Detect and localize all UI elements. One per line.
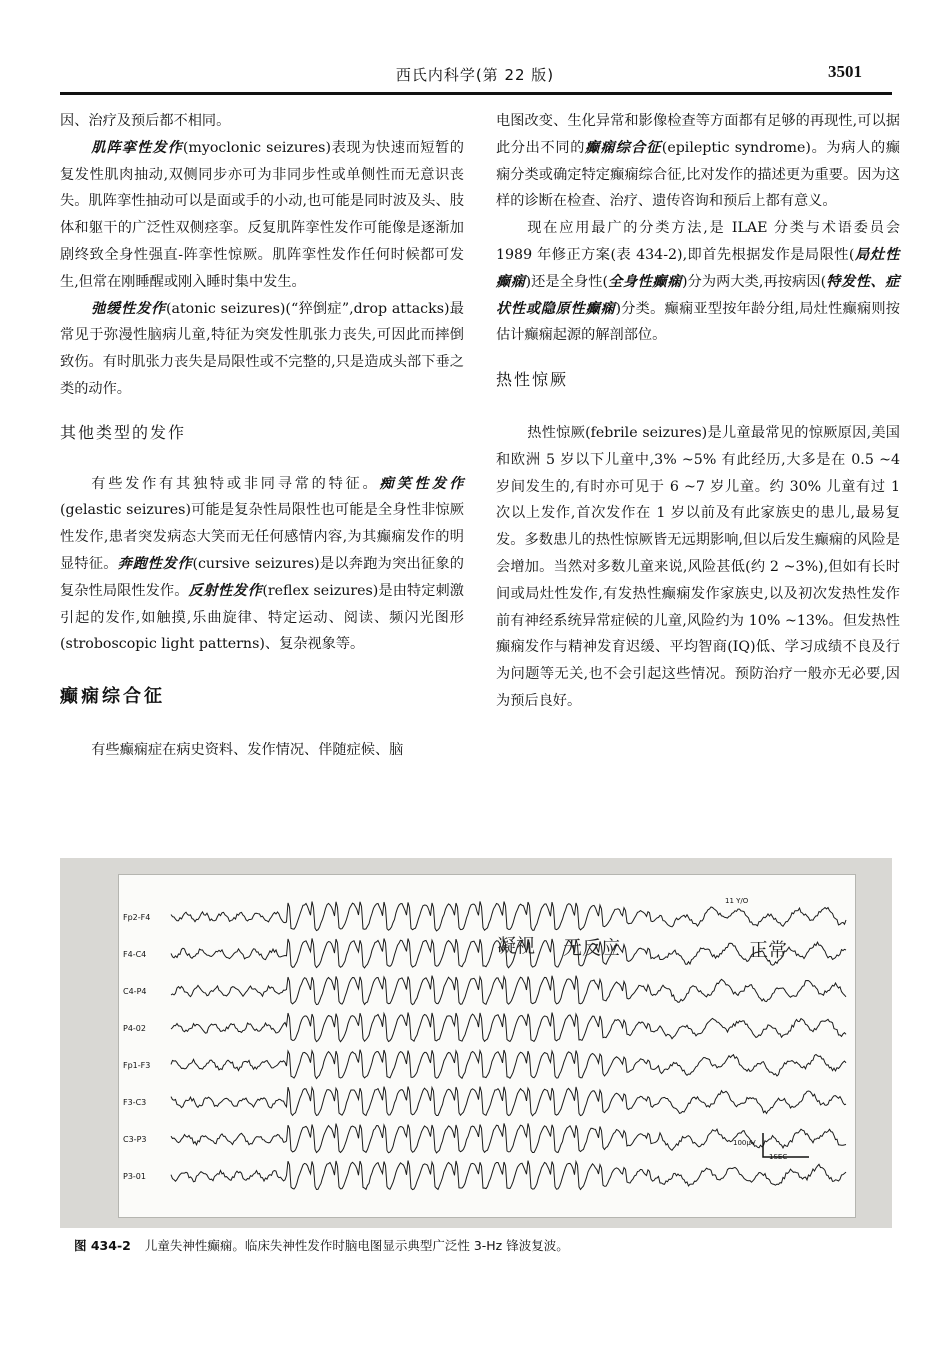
channel-label: C3-P3 — [123, 1135, 147, 1144]
channel-label: Fp2-F4 — [123, 913, 151, 922]
term-atonic: 弛缓性发作 — [91, 300, 166, 317]
annotation-stare: 凝视 — [497, 935, 536, 957]
term-cursive: 奔跑性发作 — [117, 555, 193, 572]
eeg-trace — [171, 1161, 846, 1190]
eeg-traces — [119, 875, 855, 1217]
text-other-c: (cursive seizures)是以奔跑为突出征象的复杂性局限性发作。 — [60, 555, 464, 599]
header-rule — [60, 92, 892, 95]
text-other-a: 有些发作有其独特或非同寻常的特征。 — [91, 475, 380, 492]
paragraph-syndrome-cont — [496, 108, 900, 215]
channel-label: Fp1-F3 — [123, 1061, 151, 1070]
running-header: 西氏内科学(第 22 版) — [395, 66, 555, 84]
paragraph-other — [60, 471, 464, 659]
channel-label: F4-C4 — [123, 950, 147, 959]
heading-febrile-seizures: 热性惊厥 — [496, 370, 569, 390]
text-syndrome-a: 电图改变、生化异常和影像检查等方面都有足够的再现性,可以据此分出不同的 — [496, 113, 900, 156]
paragraph-atonic — [60, 296, 464, 403]
text-class-a: 现在应用最广的分类方法,是 ILAE 分类与术语委员会 1989 年修正方案(表 434-2),即首先根据发作是局限性( — [496, 220, 900, 263]
term-focal-epilepsy: 局灶性癫痫 — [496, 246, 900, 290]
heading-epilepsy-syndrome: 癫痫综合征 — [60, 686, 165, 708]
eeg-trace — [171, 1050, 846, 1079]
paragraph-classification — [496, 215, 900, 349]
text-class-b: )还是全身性( — [525, 273, 609, 290]
text-atonic: (atonic seizures)(“猝倒症”,drop attacks)最常见于弥漫性脑病儿童,特征为突发性肌张力丧失,可因此而摔倒致伤。有时肌张力丧失是局限性或不完整的,只是造成头部下垂之类的动作。 — [60, 300, 464, 397]
paragraph-febrile: 热性惊厥(febrile seizures)是儿童最常见的惊厥原因,美国和欧洲 5 岁以下儿童中,3% ~5% 有此经历,大多是在 0.5 ~4 岁间发生的,有时亦可见于 6 ~7 岁儿童。约 30% 儿童有过 1 次以上发作,首次发作在 1 岁以前及有此家族史的患儿,最易复发。多数患儿的热性惊厥皆无远期影响,但以后发生癫痫的风险是会增加。当然对多数儿童来说,风险甚低(约 2 ~3%),但如有长时间或局灶性发作,有发热性癫痫发作家族史,以及初次发热性发作前有神经系统异常症候的儿童,风险约为 10% ~13%。但发热性癫痫发作与精神发育迟缓、平均智商(IQ)低、学习成绩不良及行为问题等无关,也不会引起这些情况。预防治疗一般亦无必要,因为预后良好。 — [496, 424, 900, 709]
scale-amplitude-label: 100μV — [733, 1139, 756, 1147]
term-etiology: 特发性、症状性或隐原性癫痫 — [496, 273, 900, 317]
channel-label: F3-C3 — [123, 1098, 147, 1107]
paragraph-myoclonic — [60, 135, 464, 296]
term-epileptic-syndrome: 癫痫综合征 — [585, 139, 662, 156]
paragraph-causes: 因、治疗及预后都不相同。 — [60, 113, 231, 129]
term-generalized-epilepsy: 全身性癫痫 — [608, 273, 682, 290]
caption-text: 儿童失神性癫痫。临床失神性发作时脑电图显示典型广泛性 3-Hz 锋波复波。 — [144, 1238, 569, 1253]
channel-label: P3-01 — [123, 1172, 146, 1181]
eeg-trace — [171, 901, 846, 931]
term-reflex: 反射性发作 — [188, 582, 263, 599]
paragraph-syndrome-start: 有些癫痫症在病史资料、发作情况、伴随症候、脑 — [91, 741, 404, 758]
term-myoclonic: 肌阵挛性发作 — [91, 139, 183, 156]
text-other-d: (reflex seizures)是由特定刺激引起的发作,如触摸,乐曲旋律、特定运动、阅读、频闪光图形(stroboscopic light patterns)、复杂视象等。 — [60, 582, 464, 653]
age-label: 11 Y/O — [725, 897, 749, 905]
eeg-trace — [171, 976, 846, 1005]
figure-caption — [74, 1236, 569, 1254]
eeg-figure — [60, 858, 892, 1228]
term-gelastic: 痴笑性发作 — [379, 475, 464, 492]
text-class-d: )分类。癫痫亚型按年龄分组,局灶性癫痫则按估计癫痫起源的解剖部位。 — [496, 300, 900, 344]
right-column — [496, 108, 900, 715]
left-column — [60, 108, 464, 764]
text-syndrome-b: (epileptic syndrome)。为病人的癫痫分类或确定特定癫痫综合征,比对发作的描述更为重要。因为这样的诊断在检查、治疗、遗传咨询和预后上都有意义。 — [496, 139, 900, 210]
text-myoclonic: (myoclonic seizures)表现为快速而短暂的复发性肌肉抽动,双侧同步亦可为非同步性或单侧性而无意识丧失。肌阵挛性抽动可以是面或手的小动,也可能是同时波及头、肢体和躯干的广泛性双侧痉挛。反复肌阵挛性发作可能像是逐渐加剧终致全身性强直-阵挛性惊厥。肌阵挛性发作任何时候都可发生,但常在刚睡醒或刚入睡时集中发生。 — [60, 139, 464, 290]
caption-label: 图 434-2 — [74, 1238, 131, 1253]
text-other-b: (gelastic seizures)可能是复杂性局限性也可能是全身性非惊厥性发作,患者突发病态大笑而无任何感情内容,为其癫痫发作的明显特征。 — [60, 502, 464, 572]
scale-time-label: 1SEC — [769, 1153, 788, 1161]
eeg-trace — [171, 1087, 846, 1116]
eeg-trace — [171, 1013, 846, 1042]
channel-label: C4-P4 — [123, 987, 147, 996]
annotation-normal: 正常 — [749, 939, 788, 961]
annotation-unresponsive: 无反应 — [563, 937, 621, 959]
channel-label: P4-02 — [123, 1024, 146, 1033]
heading-other-seizures: 其他类型的发作 — [60, 422, 187, 442]
text-class-c: )分为两大类,再按病因( — [681, 273, 827, 290]
eeg-panel — [118, 874, 856, 1218]
page-number: 3501 — [828, 62, 862, 81]
